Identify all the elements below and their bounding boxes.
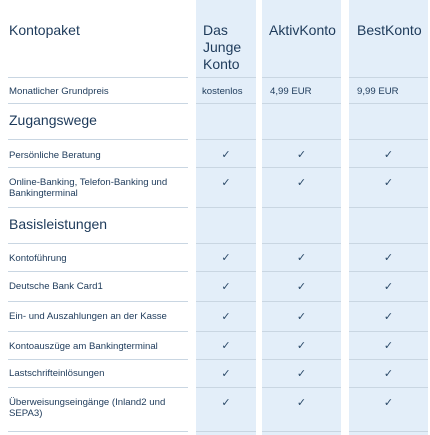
checkmark-icon: ✓	[221, 397, 231, 409]
feature-row	[0, 244, 430, 272]
checkmark-icon: ✓	[221, 311, 231, 323]
section-title-cell	[8, 208, 188, 244]
feature-cell	[349, 272, 428, 302]
feature-label: Kontoauszüge am Bankingterminal	[9, 341, 158, 352]
comparison-header-row	[0, 10, 430, 78]
checkmark-icon: ✓	[221, 368, 231, 380]
checkmark-icon: ✓	[221, 340, 231, 352]
feature-cell	[349, 360, 428, 388]
checkmark-icon: ✓	[296, 252, 307, 264]
feature-cell	[349, 244, 428, 272]
feature-label-cell	[8, 302, 188, 332]
price-row	[0, 78, 430, 104]
checkmark-icon: ✓	[296, 177, 307, 189]
header-label-cell	[8, 10, 188, 78]
checkmark-icon: ✓	[383, 311, 394, 323]
section-spacer-cell	[349, 208, 428, 244]
product-name-junge-konto: Das Junge Konto	[203, 22, 242, 72]
feature-row	[0, 272, 430, 302]
feature-label-cell	[8, 272, 188, 302]
price-label: Monatlicher Grundpreis	[9, 86, 109, 97]
feature-cell	[196, 360, 256, 388]
checkmark-icon: ✓	[221, 252, 231, 264]
section-title: Zugangswege	[9, 112, 97, 128]
price-cell	[196, 78, 256, 104]
feature-row	[0, 140, 430, 168]
header-product-cell	[196, 10, 256, 78]
checkmark-icon: ✓	[221, 177, 231, 189]
feature-cell	[262, 360, 341, 388]
feature-cell	[196, 168, 256, 208]
checkmark-icon: ✓	[296, 311, 307, 323]
checkmark-icon: ✓	[296, 340, 307, 352]
feature-label-cell	[8, 332, 188, 360]
feature-cell	[262, 388, 341, 432]
checkmark-icon: ✓	[383, 281, 394, 293]
section-spacer-cell	[196, 208, 256, 244]
feature-label-cell	[8, 168, 188, 208]
feature-cell	[262, 168, 341, 208]
feature-label: Ein- und Auszahlungen an der Kasse	[9, 311, 167, 322]
section-spacer-cell	[262, 104, 341, 140]
checkmark-icon: ✓	[296, 397, 307, 409]
feature-label-cell	[8, 360, 188, 388]
section-title-cell	[8, 104, 188, 140]
section-header-basisleistungen	[0, 208, 430, 244]
section-title: Basisleistungen	[9, 216, 108, 232]
checkmark-icon: ✓	[221, 281, 231, 293]
product-name-aktivkonto: AktivKonto	[269, 22, 336, 38]
checkmark-icon: ✓	[383, 177, 394, 189]
checkmark-icon: ✓	[296, 368, 307, 380]
feature-cell	[196, 140, 256, 168]
price-value-bestkonto: 9,99 EUR	[357, 86, 399, 97]
feature-cell	[262, 244, 341, 272]
feature-row	[0, 302, 430, 332]
feature-label: Online-Banking, Telefon-Banking und Bankingterminal	[9, 177, 168, 199]
header-label: Kontopaket	[9, 22, 80, 38]
feature-cell	[196, 244, 256, 272]
feature-label: Überweisungseingänge (Inland2 und SEPA3)	[9, 397, 166, 419]
price-cell	[262, 78, 341, 104]
feature-cell	[349, 302, 428, 332]
price-label-cell	[8, 78, 188, 104]
section-spacer-cell	[262, 208, 341, 244]
price-value-junge-konto: kostenlos	[202, 86, 243, 97]
feature-cell	[196, 272, 256, 302]
checkmark-icon: ✓	[383, 368, 394, 380]
feature-label: Kontoführung	[9, 253, 67, 264]
product-name-bestkonto: BestKonto	[357, 22, 422, 38]
feature-cell	[349, 332, 428, 360]
feature-label-cell	[8, 388, 188, 432]
checkmark-icon: ✓	[383, 252, 394, 264]
feature-cell	[196, 332, 256, 360]
header-product-cell	[349, 10, 428, 78]
section-spacer-cell	[349, 104, 428, 140]
feature-row	[0, 332, 430, 360]
feature-row	[0, 388, 430, 432]
feature-cell	[262, 302, 341, 332]
section-header-zugangswege	[0, 104, 430, 140]
feature-cell	[196, 388, 256, 432]
feature-cell	[262, 272, 341, 302]
checkmark-icon: ✓	[221, 149, 231, 161]
feature-row	[0, 168, 430, 208]
feature-cell	[349, 168, 428, 208]
feature-cell	[262, 140, 341, 168]
checkmark-icon: ✓	[383, 397, 394, 409]
price-value-aktivkonto: 4,99 EUR	[270, 86, 312, 97]
feature-label: Lastschrifteinlösungen	[9, 368, 105, 379]
feature-label-cell	[8, 244, 188, 272]
feature-cell	[349, 388, 428, 432]
feature-row	[0, 360, 430, 388]
header-product-cell	[262, 10, 341, 78]
feature-cell	[262, 332, 341, 360]
checkmark-icon: ✓	[383, 340, 394, 352]
feature-cell	[349, 140, 428, 168]
checkmark-icon: ✓	[383, 149, 394, 161]
section-spacer-cell	[196, 104, 256, 140]
feature-cell	[196, 302, 256, 332]
feature-label: Persönliche Beratung	[9, 150, 101, 161]
price-cell	[349, 78, 428, 104]
checkmark-icon: ✓	[296, 281, 307, 293]
checkmark-icon: ✓	[296, 149, 307, 161]
feature-label: Deutsche Bank Card1	[9, 281, 103, 292]
feature-label-cell	[8, 140, 188, 168]
